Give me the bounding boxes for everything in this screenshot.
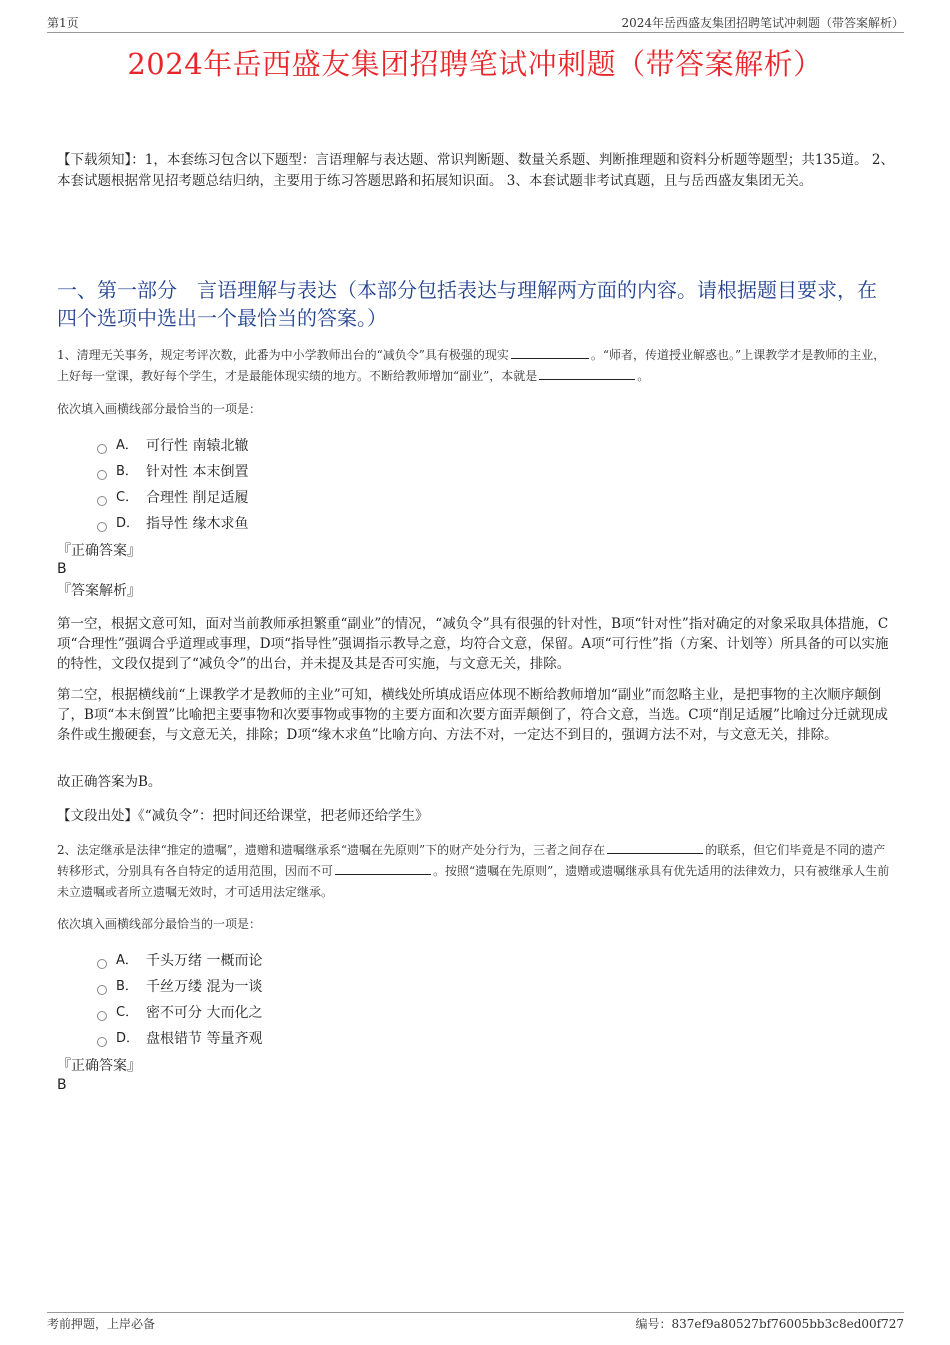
- radio-icon[interactable]: [97, 959, 107, 969]
- q2-option-b[interactable]: B． 千丝万缕 混为一谈: [97, 974, 497, 1000]
- download-notice: 【下载须知】：1，本套练习包含以下题型：言语理解与表达题、常识判断题、数量关系题、判断推理题和资料分析题等题型；共135道。 2、本套试题根据常见招考题总结归纳，主要用于练习答题思路和拓展知识面。 3、本套试题非考试真题，且与岳西盛友集团无关。: [57, 152, 894, 189]
- q1-option-d[interactable]: D． 指导性 缘木求鱼: [97, 511, 497, 537]
- question-2-stem: [57, 840, 895, 903]
- q2-option-c[interactable]: C． 密不可分 大而化之: [97, 1000, 497, 1026]
- q2-stem-part-a: 2、法定继承是法律“推定的遗嘱”，遗赠和遗嘱继承系“遗嘱在先原则”下的财产处分行为，三者之间存在: [57, 843, 606, 857]
- q1-options: [97, 433, 497, 537]
- q1-stem-part-a: 1、清理无关事务，规定考评次数，此番为中小学教师出台的“减负令”具有极强的现实: [57, 348, 509, 362]
- radio-icon[interactable]: [97, 496, 107, 506]
- q1-answer-label: 『正确答案』: [57, 543, 141, 559]
- footer-divider: [47, 1312, 904, 1313]
- q2-options: [97, 948, 497, 1052]
- q1-instruction: 依次填入画横线部分最恰当的一项是：: [57, 402, 262, 416]
- radio-icon[interactable]: [97, 1037, 107, 1047]
- q1-analysis-label: 『答案解析』: [57, 583, 141, 599]
- footer-serial-number: 编号：837ef9a80527bf76005bb3c8ed00f727: [635, 1317, 904, 1331]
- q1-analysis-paragraph-2: 第二空，根据横线前“上课教学才是教师的主业”可知，横线处所填成语应体现不断给教师增加“副业”而忽略主业，是把事物的主次顺序颠倒了，B项“本末倒置”比喻把主要事物和次要事物或事物的主要方面和次要方面弄颠倒了，符合文意，当选。C项“削足适履”比喻过分迁就现成条件或生搬硬套，与文意无关，排除；D项“缘木求鱼”比喻方向、方法不对，一定达不到目的，强调方法不对，与文意无关，排除。: [57, 687, 888, 743]
- q1-analysis-paragraph-1: 第一空，根据文意可知，面对当前教师承担繁重“副业”的情况，“减负令”具有很强的针对性，B项“针对性”指对确定的对象采取具体措施，C项“合理性”强调合乎道理或事理，D项“指导性”强调指示教导之意，均符合文意，保留。A项“可行性”指（方案、计划等）所具备的可以实施的特性，文段仅提到了“减负令”的出台，并未提及其是否可实施，与文意无关，排除。: [57, 616, 889, 672]
- fill-blank: [511, 346, 589, 359]
- section-heading: 一、第一部分 言语理解与表达（本部分包括表达与理解两方面的内容。请根据题目要求，在四个选项中选出一个最恰当的答案。）: [57, 278, 877, 330]
- q1-stem-part-b: 。“师者，传道授业解惑也。”上课教学才是教师的主业，上好每一堂课，教好每个学生，才是最能体现实绩的地方。不断给教师增加“副业”，本就是: [57, 348, 886, 383]
- q2-option-d[interactable]: D． 盘根错节 等量齐观: [97, 1026, 497, 1052]
- q1-stem-part-c: 。: [637, 369, 650, 383]
- q2-stem-part-b: 的联系，但它们毕竟是不同的遗产转移形式，分别具有各自特定的适用范围，因而不可: [57, 843, 886, 878]
- q1-source: 【文段出处】《“减负令”：把时间还给课堂，把老师还给学生》: [57, 808, 429, 824]
- q1-option-b[interactable]: B． 针对性 本末倒置: [97, 459, 497, 485]
- radio-icon[interactable]: [97, 985, 107, 995]
- q2-instruction: 依次填入画横线部分最恰当的一项是：: [57, 917, 262, 931]
- page-number: 第1页: [47, 16, 79, 30]
- footer-slogan: 考前押题，上岸必备: [47, 1317, 156, 1331]
- fill-blank: [335, 862, 431, 875]
- fill-blank: [539, 367, 635, 380]
- radio-icon[interactable]: [97, 522, 107, 532]
- fill-blank: [607, 841, 703, 854]
- q2-answer-label: 『正确答案』: [57, 1058, 141, 1074]
- q2-stem-part-c: 。按照“遗嘱在先原则”，遗赠或遗嘱继承具有优先适用的法律效力，只有被继承人生前未立遗嘱或者所立遗嘱无效时，才可适用法定继承。: [57, 864, 890, 899]
- q2-answer: B: [57, 1077, 67, 1093]
- q1-conclusion: 故正确答案为B。: [57, 774, 162, 790]
- q2-option-a[interactable]: A． 千头万绪 一概而论: [97, 948, 497, 974]
- q1-option-a[interactable]: A． 可行性 南辕北辙: [97, 433, 497, 459]
- radio-icon[interactable]: [97, 1011, 107, 1021]
- header-divider: [47, 32, 904, 33]
- radio-icon[interactable]: [97, 444, 107, 454]
- question-1-stem: [57, 345, 895, 387]
- radio-icon[interactable]: [97, 470, 107, 480]
- q1-option-c[interactable]: C． 合理性 削足适履: [97, 485, 497, 511]
- q1-answer: B: [57, 561, 67, 577]
- document-title: 2024年岳西盛友集团招聘笔试冲刺题（带答案解析）: [127, 47, 823, 81]
- header-doc-title: 2024年岳西盛友集团招聘笔试冲刺题（带答案解析）: [621, 16, 904, 30]
